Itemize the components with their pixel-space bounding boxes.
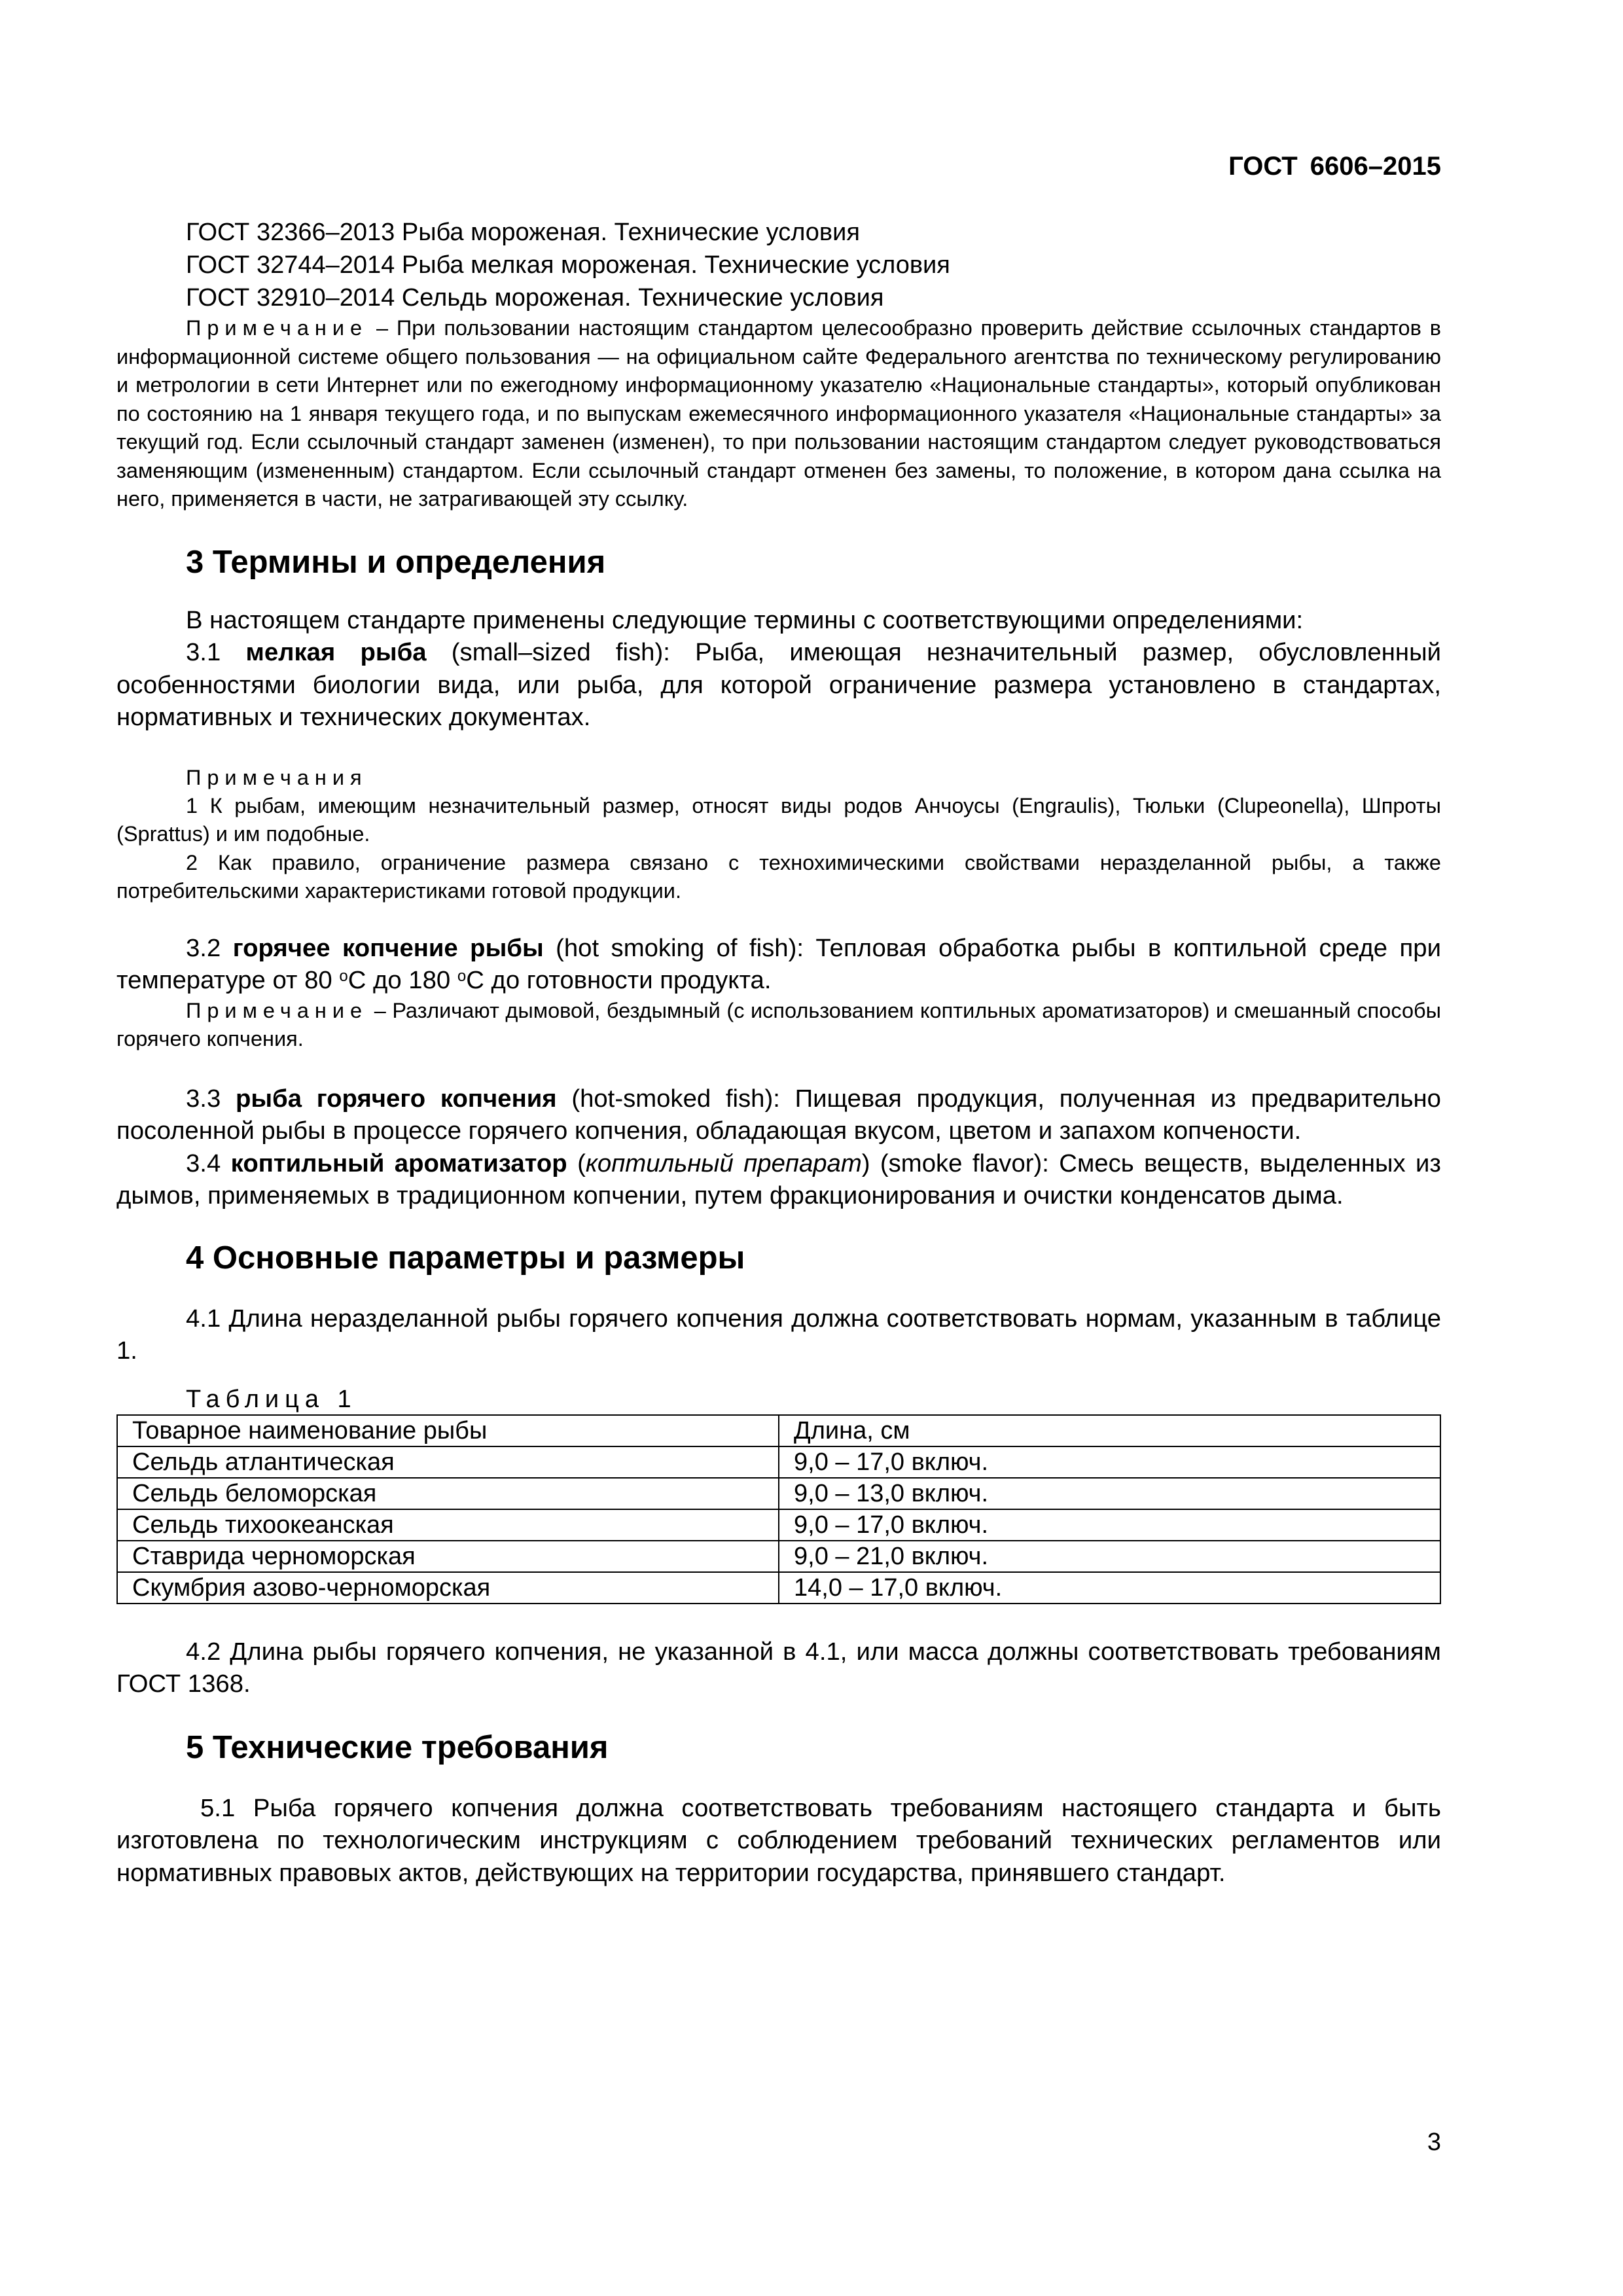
term-name: горячее копчение рыбы [232,933,544,962]
term-definition: С до готовности продукта. [466,966,772,994]
table-cell: Сельдь беломорская [117,1478,779,1509]
term-3-1 [116,636,1441,734]
note-3-2 [116,997,1441,1054]
table-row [117,1541,1440,1572]
note-text: – Различают дымовой, бездымный (с использованием коптильных ароматизаторов) и смешанный способы горячего копчения. [116,998,1441,1050]
term-name: рыба горячего копчения [235,1084,557,1113]
table-cell: 14,0 – 17,0 включ. [779,1572,1440,1604]
term-definition: (small–sized fish): Рыба, имеющая незначительный размер, обусловленный особенностями биологии вида, или рыба, для которой ограничение размера установлено в стандартах, нормативных и технических документах. [116,638,1441,731]
section-4-title: 4 Основные параметры и размеры [186,1240,745,1276]
paragraph-4-2: 4.2 Длина рыбы горячего копчения, не указанной в 4.1, или масса должны соответствовать требованиям ГОСТ 1368. [116,1637,1441,1698]
section-3-title: 3 Термины и определения [186,544,606,580]
term-3-4 [116,1147,1441,1212]
section-5-title: 5 Технические требования [186,1729,609,1765]
degree-sign: о [339,967,348,985]
term-definition: (hot-smoked fish): Пищевая продукция, полученная из предварительно посоленной рыбы в процессе горячего копчения, обладающая вкусом, цветом и запахом копчености. [116,1084,1441,1145]
term-number: 3.1 [186,638,246,666]
table-cell: Ставрида черноморская [117,1541,779,1572]
degree-sign: о [457,967,467,985]
term-3-2 [116,932,1441,997]
page-content [116,216,1441,1889]
term-definition: (hot smoking of fish): Тепловая обработка рыбы в коптильной среде при температуре от 80 [116,933,1441,994]
page-number: 3 [1427,2128,1441,2156]
table-row [117,1572,1440,1604]
table-cell: 9,0 – 13,0 включ. [779,1478,1440,1509]
table-caption: Таблица 1 [186,1385,357,1413]
table-header-row [117,1415,1440,1446]
reference-item: ГОСТ 32366–2013 Рыба мороженая. Технические условия [186,219,860,246]
table-header-cell: Товарное наименование рыбы [117,1415,779,1446]
reference-item: ГОСТ 32910–2014 Сельдь мороженая. Технические условия [186,284,884,312]
note-text: – При пользовании настоящим стандартом целесообразно проверить действие ссылочных стандартов в информационной системе общего пользования — на официальном сайте Федерального агентства по техническому регулированию и метрологии в сети Интернет или по ежегодному информационному указателю «Национальные стандарты», который опубликован по состоянию на 1 января текущего года, и по выпускам ежемесячного информационного указателя «Национальные стандарты» за текущий год. Если ссылочный стандарт заменен (изменен), то при пользовании настоящим стандартом следует руководствоваться заменяющим (измененным) стандартом. Если ссылочный стандарт отменен без замены, то положение, в котором дана ссылка на него, применяется в части, не затрагивающей эту ссылку. [116,316,1441,511]
table-row [117,1446,1440,1478]
note-label: Примечание [186,316,368,340]
term-number: 3.2 [186,933,233,962]
table-cell: 9,0 – 17,0 включ. [779,1509,1440,1541]
table-cell: 9,0 – 21,0 включ. [779,1541,1440,1572]
length-table [116,1414,1441,1604]
term-name: коптильный ароматизатор [230,1149,567,1177]
term-open-paren: ( [567,1149,586,1177]
term-synonym: коптильный препарат [585,1149,862,1177]
term-definition: ) (smoke flavor): Смесь веществ, выделенных из дымов, применяемых в традиционном копчении, путем фракционирования и очистки конденсатов дыма. [116,1149,1441,1210]
table-cell: Сельдь тихоокеанская [117,1509,779,1541]
section-3-intro: В настоящем стандарте применены следующие термины с соответствующими определениями: [186,605,1304,634]
note-1: 1 К рыбам, имеющим незначительный размер, относят виды родов Анчоусы (Engraulis), Тюльки (Clupeonella), Шпроты (Sprattus) и им подобные. [116,793,1441,846]
table-row [117,1509,1440,1541]
table-row [117,1478,1440,1509]
note-2: 2 Как правило, ограничение размера связано с технохимическими свойствами неразделанной рыбы, а также потребительскими характеристиками готовой продукции. [116,850,1441,903]
table-cell: Сельдь атлантическая [117,1446,779,1478]
term-definition: С до 180 [348,966,457,994]
paragraph-4-1: 4.1 Длина неразделанной рыбы горячего копчения должна соответствовать нормам, указанным в таблице 1. [116,1304,1441,1365]
term-number: 3.3 [186,1084,236,1113]
table-cell: Скумбрия азово-черноморская [117,1572,779,1604]
reference-note [116,314,1441,514]
term-name: мелкая рыба [245,638,427,666]
table-header-cell: Длина, см [779,1415,1440,1446]
term-3-3 [116,1083,1441,1147]
document-code: ГОСТ 6606–2015 [1228,152,1441,181]
note-label: Примечание [186,998,368,1022]
paragraph-5-1: 5.1 Рыба горячего копчения должна соответствовать требованиям настоящего стандарта и быть изготовлена по технологическим инструкциям с соблюдением требований технических регламентов или нормативных правовых актов, действующих на территории государства, принявшего стандарт. [116,1793,1441,1887]
notes-label: Примечания [186,765,368,789]
term-number: 3.4 [186,1149,231,1177]
table-cell: 9,0 – 17,0 включ. [779,1446,1440,1478]
reference-item: ГОСТ 32744–2014 Рыба мелкая мороженая. Технические условия [186,251,950,279]
